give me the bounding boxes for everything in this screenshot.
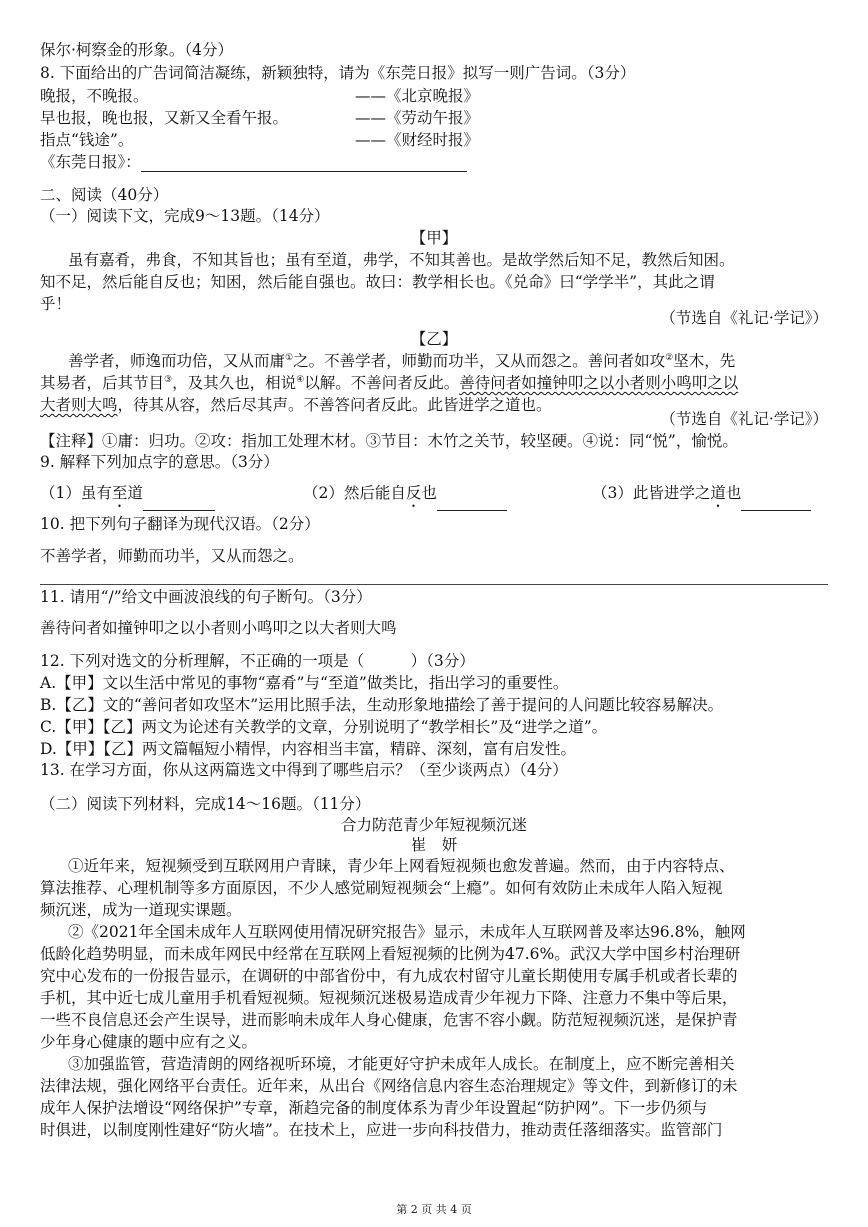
article-line: 时俱进，以制度刚性建好“防火墙”。在技术上，应进一步向科技借力，推动责任落细落实。监管部门 (40, 1121, 723, 1139)
article-line: 手机，其中近七成儿童用手机看短视频。短视频沉迷极易造成青少年视力下降、注意力不集中等后果， (40, 989, 738, 1007)
question-13: 13. 在学习方面，你从这两篇选文中得到了哪些启示？（至少谈两点）（4分） (40, 761, 568, 779)
note-marker: ① (285, 352, 294, 363)
passage-jia-line: 虽有嘉肴，弗食，不知其旨也；虽有至道，弗学，不知其善也。是故学然后知不足，教然后知困。 (68, 251, 735, 269)
text-line: 保尔·柯察金的形象。（4分） (40, 41, 234, 59)
question-12: 12. 下列对选文的分析理解，不正确的一项是（ ）（3分） (40, 652, 475, 670)
q11-sentence: 善待问者如撞钟叩之以小者则小鸣叩之以大者则大鸣 (40, 619, 397, 637)
question-9: 9. 解释下列加点字的意思。（3分） (40, 453, 279, 471)
note-marker: ② (665, 352, 674, 363)
note-marker: ④ (296, 374, 305, 385)
ad-source: ——《劳动午报》 (355, 109, 480, 127)
q10-sentence: 不善学者，师勤而功半，又从而怨之。 (40, 547, 304, 565)
ad-source: ——《财经时报》 (355, 131, 480, 149)
part2-title: （二）阅读下列材料，完成14～16题。（11分） (40, 795, 371, 813)
article-title: 合力防范青少年短视频沉迷 (340, 816, 527, 834)
answer-line-8 (40, 152, 467, 172)
article-line: 低龄化趋势明显，而未成年网民中经常在互联网上看短视频的比例为47.6%。武汉大学中国乡村治理研 (40, 945, 741, 963)
article-author: 崔 妍 (410, 836, 458, 854)
article-line: 频沉迷，成为一道现实课题。 (40, 901, 242, 919)
article-line: 究中心发布的一份报告显示，在调研的中部省份中，有九成农村留守儿童长期使用专属手机或者长辈的 (40, 967, 738, 985)
ad-text: 晚报，不晚报。 (40, 87, 149, 105)
article-line: 法律法规，强化网络平台责任。近年来，从出台《网络信息内容生态治理规定》等文件，到新修订的未 (40, 1077, 738, 1095)
section-title: 二、阅读（40分） (40, 186, 169, 204)
answer-blank[interactable] (143, 494, 215, 511)
ad-text: 早也报，晚也报，又新又全看午报。 (40, 109, 289, 127)
page-footer: 第 2 页 共 4 页 (396, 1203, 472, 1216)
q9-item: （2）然后能自反也 (303, 483, 507, 511)
ad-text: 指点“钱途”。 (40, 131, 134, 149)
passage-yi-source: （节选自《礼记·学记》） (660, 410, 828, 428)
ad-source: ——《北京晚报》 (355, 87, 480, 105)
answer-blank[interactable] (437, 494, 507, 511)
passage-jia-title: 【甲】 (410, 229, 458, 247)
q12-option-b: B.【乙】文的“善问者如攻坚木”运用比照手法，生动形象地描绘了善于提问的人问题比较容易解决。 (40, 696, 724, 714)
question-11: 11. 请用“/”给文中画波浪线的句子断句。（3分） (40, 588, 372, 606)
notes: 【注释】①庸：归功。②攻：指加工处理木材。③节目：木竹之关节，较坚硬。④说：同“悦”，愉悦。 (40, 432, 738, 450)
dg-label: 《东莞日报》： (40, 153, 141, 171)
q9-item: （3）此皆进学之道也 (592, 483, 811, 511)
answer-line-10[interactable] (40, 584, 828, 585)
passage-jia-line: 乎！ (40, 295, 72, 313)
article-line: 成年人保护法增设“网络保护”专章，渐趋完备的制度体系为青少年设置起“防护网”。下一步仍须与 (40, 1099, 708, 1117)
passage-yi-line: 其易者，后其节目③，及其久也，相说④以解。不善问者反此。善待问者如撞钟叩之以小者则小鸣叩之以 (40, 374, 739, 392)
wavy-underlined-sentence: 大者则大鸣 (40, 396, 118, 414)
passage-yi-title: 【乙】 (410, 330, 458, 348)
part1-title: （一）阅读下文，完成9～13题。（14分） (40, 207, 330, 225)
article-line: 一些不良信息还会产生误导，进而影响未成年人身心健康，危害不容小觑。防范短视频沉迷，是保护青 (40, 1011, 738, 1029)
q12-option-d: D.【甲】【乙】两文篇幅短小精悍，内容相当丰富，精辟、深刻，富有启发性。 (40, 740, 577, 758)
article-line: ③加强监管，营造清朗的网络视听环境，才能更好守护未成年人成长。在制度上，应不断完善相关 (68, 1055, 735, 1073)
question-10: 10. 把下列句子翻译为现代汉语。（2分） (40, 515, 320, 533)
q9-item: （1）虽有至道 (40, 483, 215, 511)
article-line: ①近年来，短视频受到互联网用户青睐，青少年上网看短视频也愈发普遍。然而，由于内容特点、 (68, 857, 735, 875)
q12-option-c: C.【甲】【乙】两文为论述有关教学的文章，分别说明了“教学相长”及“进学之道”。 (40, 718, 608, 736)
question-8: 8. 下面给出的广告词简洁凝练，新颖独特，请为《东莞日报》拟写一则广告词。（3分） (40, 64, 636, 82)
q12-option-a: A.【甲】文以生活中常见的事物“嘉肴”与“至道”做类比，指出学习的重要性。 (40, 674, 569, 692)
answer-blank[interactable] (141, 155, 467, 172)
passage-jia-source: （节选自《礼记·学记》） (660, 309, 828, 327)
answer-blank[interactable] (741, 494, 811, 511)
article-line: 算法推荐、心理机制等多方面原因，不少人感觉刷短视频会“上瘾”。如何有效防止未成年人陷入短视 (40, 879, 723, 897)
note-marker: ③ (164, 374, 173, 385)
article-line: ②《2021年全国未成年人互联网使用情况研究报告》显示，未成年人互联网普及率达96.8%，触网 (68, 923, 746, 941)
passage-jia-line: 知不足，然后能自反也；知困，然后能自强也。故曰：教学相长也。《兑命》曰“学学半”，其此之谓 (40, 273, 715, 291)
passage-yi-line: 大者则大鸣，待其从容，然后尽其声。不善答问者反此。此皆进学之道也。 (40, 396, 552, 414)
wavy-underlined-sentence: 善待问者如撞钟叩之以小者则小鸣叩之以 (459, 374, 739, 392)
article-line: 少年身心健康的题中应有之义。 (40, 1033, 258, 1051)
passage-yi-line: 善学者，师逸而功倍，又从而庸①之。不善学者，师勤而功半，又从而怨之。善问者如攻②坚木，先 (68, 352, 736, 370)
